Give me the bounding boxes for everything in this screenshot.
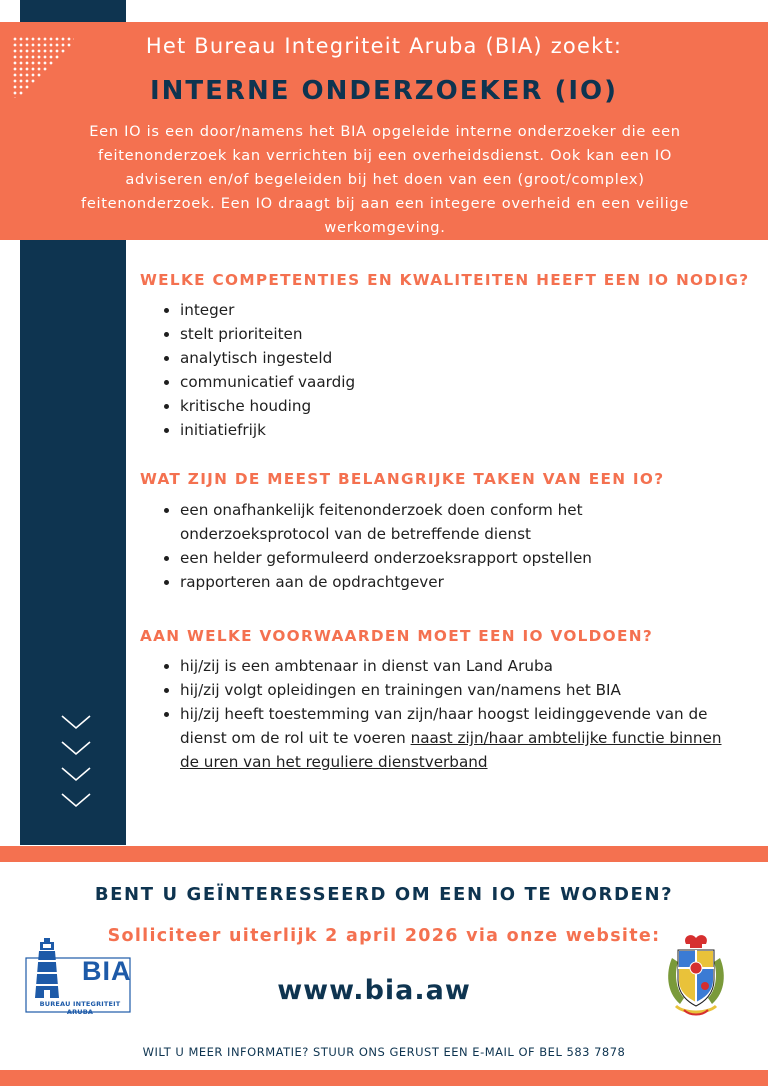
application-deadline: Solliciteer uiterlijk 2 april 2026 via onze website: <box>107 926 661 946</box>
chevron-down-icon <box>58 712 94 812</box>
page-title: INTERNE ONDERZOEKER (IO) <box>150 76 618 106</box>
list-item: een onafhankelijk feitenonderzoek doen conform het onderzoeksprotocol van de betreffende dienst <box>162 498 632 546</box>
list-item: hij/zij volgt opleidingen en trainingen van/namens het BIA <box>162 678 732 702</box>
tasks-list <box>162 498 632 594</box>
coat-of-arms-icon <box>664 932 728 1018</box>
list-item: communicatief vaardig <box>162 370 355 394</box>
list-item: stelt prioriteiten <box>162 322 355 346</box>
list-item: analytisch ingesteld <box>162 346 355 370</box>
header-subtitle: Het Bureau Integriteit Aruba (BIA) zoekt: <box>145 34 623 58</box>
tasks-heading: WAT ZIJN DE MEEST BELANGRIJKE TAKEN VAN EEN IO? <box>140 470 665 488</box>
cta-heading: BENT U GEÏNTERESSEERD OM EEN IO TE WORDEN? <box>94 884 674 905</box>
list-item: rapporteren aan de opdrachtgever <box>162 570 632 594</box>
orange-divider-band <box>0 846 768 862</box>
chevron-down-icon-group <box>58 712 94 812</box>
requirements-heading: AAN WELKE VOORWAARDEN MOET EEN IO VOLDOEN? <box>140 627 654 645</box>
coat-of-arms-emblem <box>664 932 728 1018</box>
list-item: hij/zij is een ambtenaar in dienst van Land Aruba <box>162 654 732 678</box>
orange-bottom-band <box>0 1070 768 1086</box>
requirements-list <box>162 654 732 774</box>
logo-wordmark: BIA <box>82 956 132 986</box>
bia-logo <box>24 936 132 1014</box>
list-item: integer <box>162 298 355 322</box>
requirement-text: hij/zij heeft toestemming van zijn/haar hoogst leidinggevende van de dienst om de rol uit te voeren <box>180 705 708 747</box>
website-link[interactable]: www.bia.aw <box>277 975 471 1006</box>
list-item: initiatiefrijk <box>162 418 355 442</box>
intro-paragraph: Een IO is een door/namens het BIA opgeleide interne onderzoeker die een feitenonderzoek kan verrichten bij een overheidsdienst. Ook kan een IO adviseren en/of begeleiden bij het doen van een (groot/complex) feitenonderzoek. Een IO draagt bij aan een integere overheid en een veilige werkomgeving. <box>80 123 689 236</box>
logo-subtitle: BUREAU INTEGRITEIT ARUBA <box>39 1000 121 1016</box>
list-item: kritische houding <box>162 394 355 418</box>
list-item <box>162 702 732 774</box>
competencies-heading: WELKE COMPETENTIES EN KWALITEITEN HEEFT EEN IO NODIG? <box>140 271 750 289</box>
list-item: een helder geformuleerd onderzoeksrapport opstellen <box>162 546 632 570</box>
requirement-underlined-text: naast zijn/haar ambtelijke functie binnen de uren van het reguliere dienstverband <box>180 729 722 771</box>
footer-contact-info: WILT U MEER INFORMATIE? STUUR ONS GERUST EEN E-MAIL OF BEL 583 7878 <box>142 1045 626 1059</box>
competencies-list <box>162 298 355 442</box>
